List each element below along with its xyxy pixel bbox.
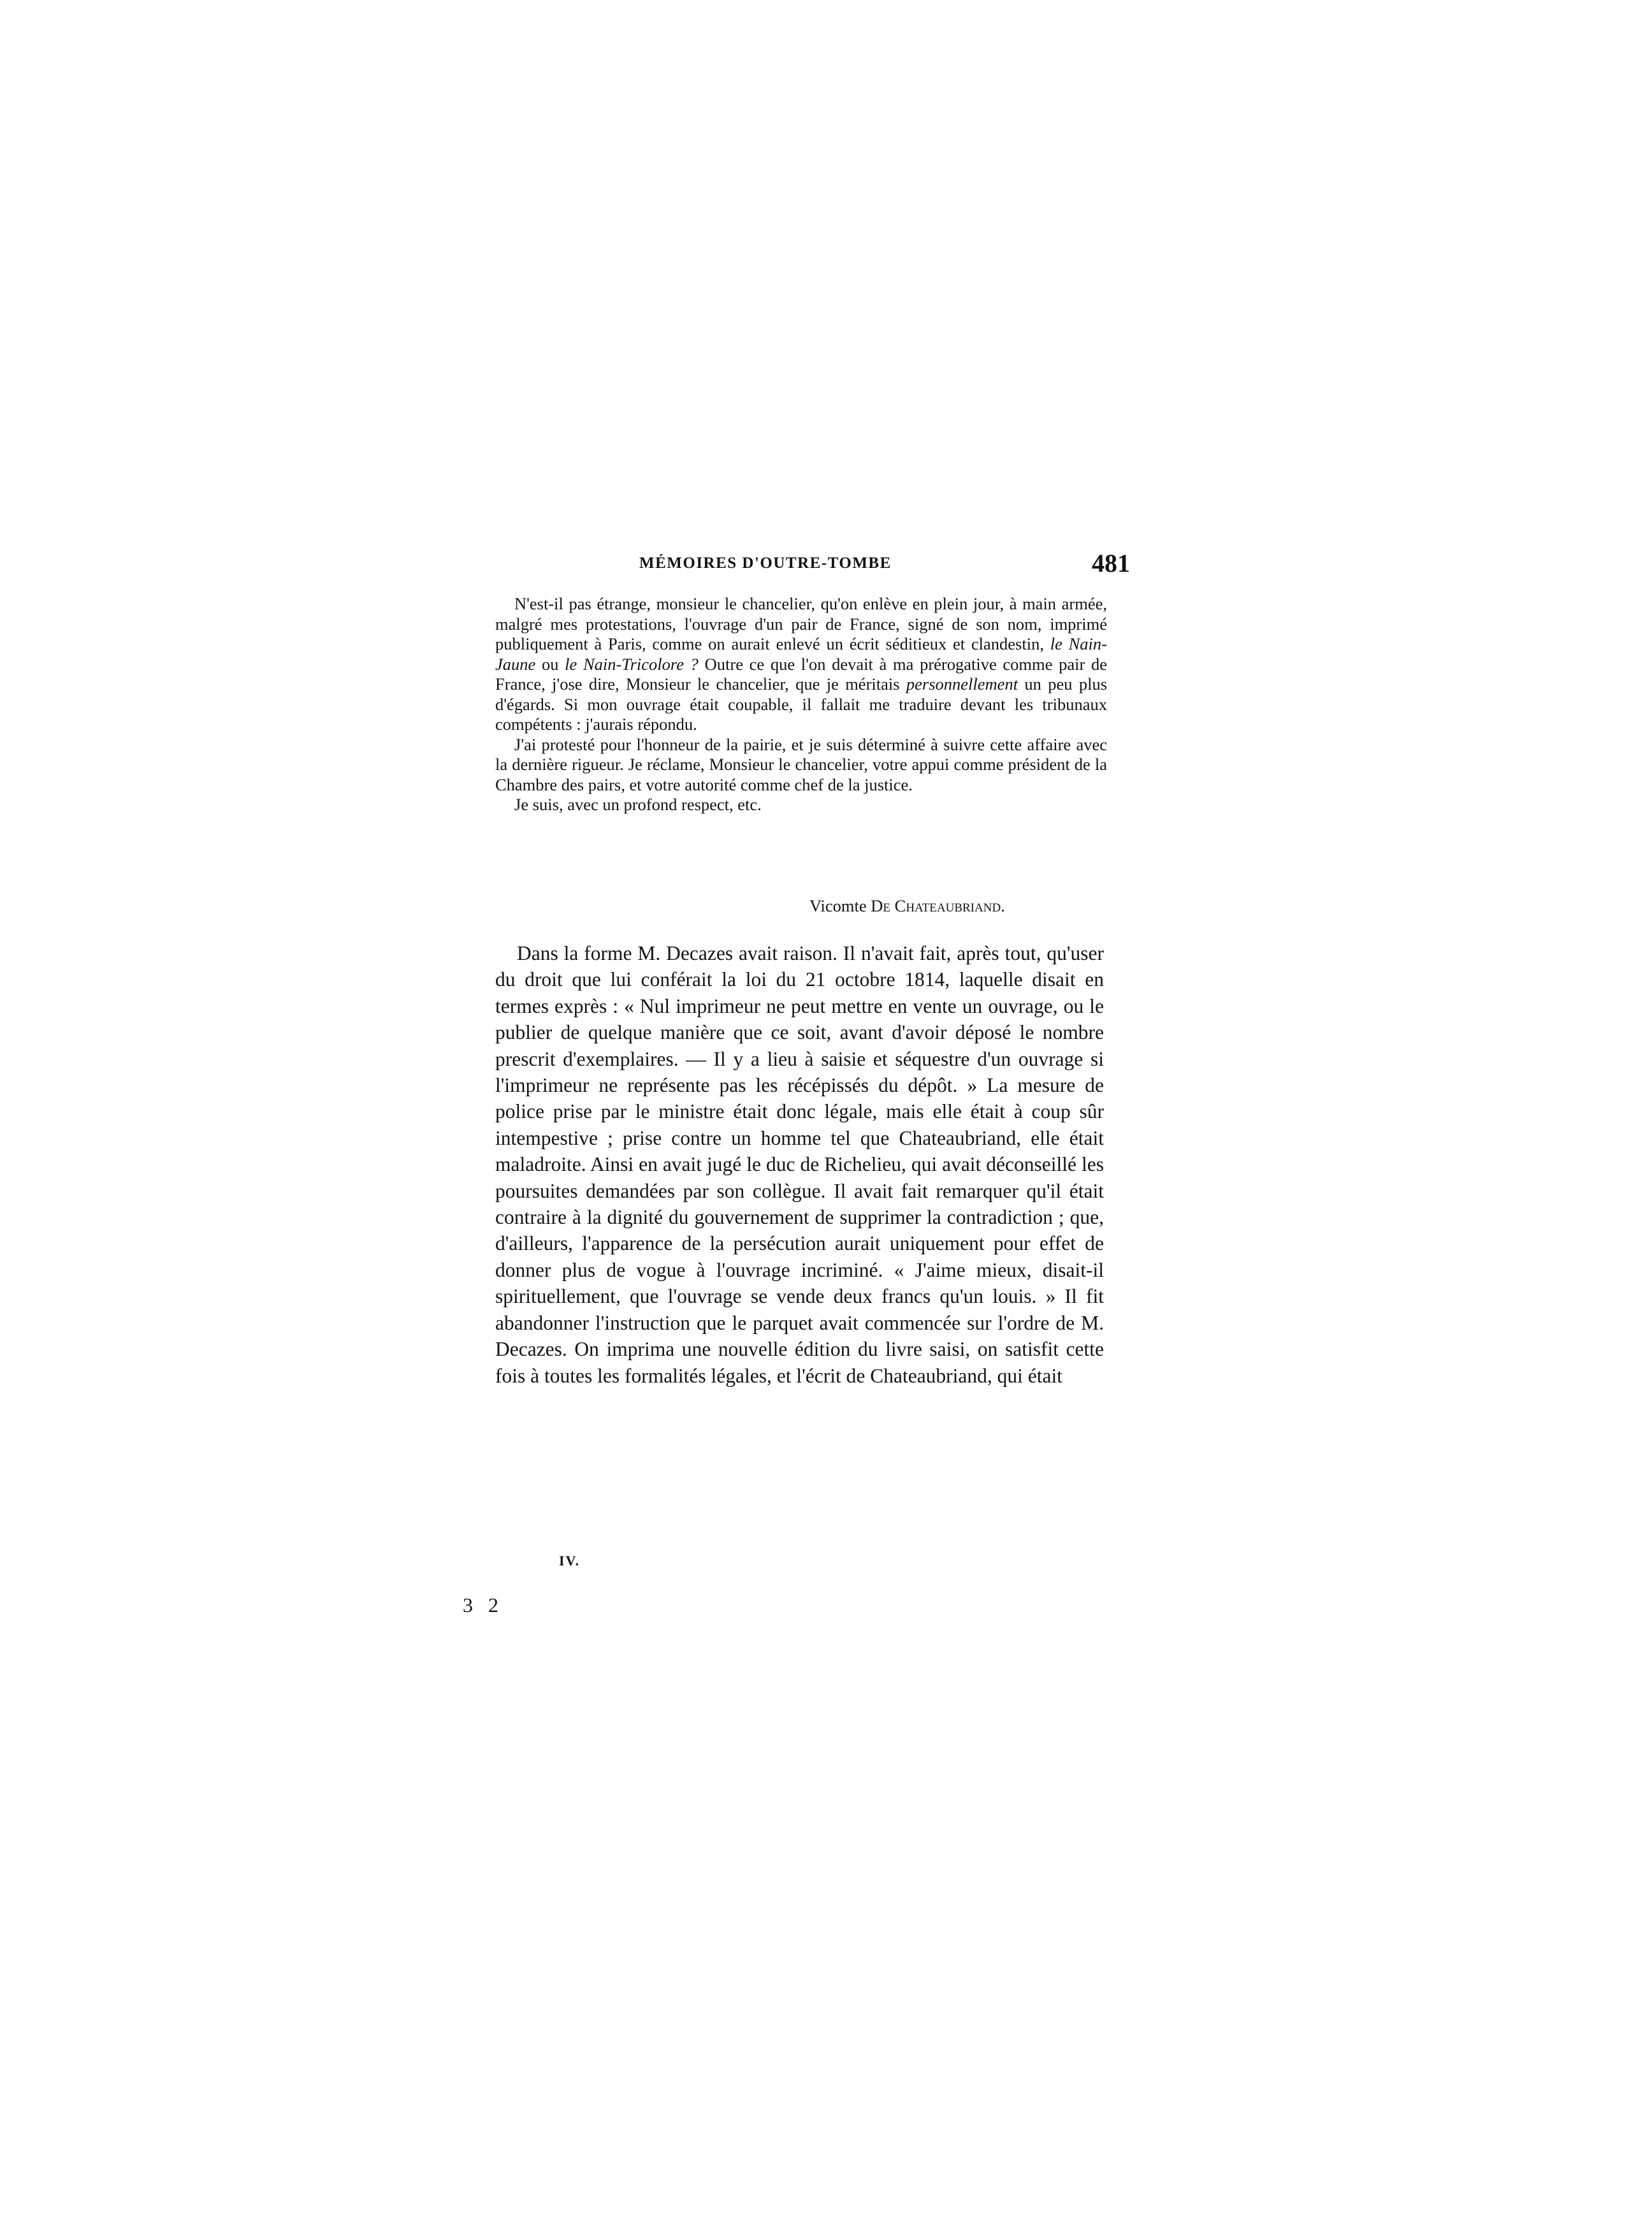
signature-prefix: Vicomte: [809, 896, 871, 915]
narrative-body: [495, 940, 1104, 1389]
newspaper-title-nain-jaune: le Nain-Jaune: [495, 634, 1107, 674]
letter-text: un peu plus d'égards. Si mon ouvrage était coupable, il fallait me traduire devant les tribunaux compétents : j'aurais répondu.: [495, 674, 1108, 734]
running-title: MÉMOIRES D'OUTRE-TOMBE: [639, 555, 892, 572]
emphasis-text: personnellement: [906, 674, 1018, 693]
letter-text: ou: [535, 654, 565, 674]
letter-text: N'est-il pas étrange, monsieur le chancelier, qu'on enlève en plein jour, à main armée, malgré mes protestations, l'ouvrage d'un pair de France, signé de son nom, imprimé publiquement à Paris, comme on aurait enlevé un écrit séditieux et clandestin,: [495, 594, 1107, 653]
letter-signature: [809, 896, 1005, 917]
letter-paragraph-1: [495, 594, 1107, 735]
page-header: [639, 549, 1130, 586]
narrative-paragraph: Dans la forme M. Decazes avait raison. Il n'avait fait, après tout, qu'user du droit que lui conférait la loi du 21 octobre 1814, laquelle disait en termes exprès : « Nul imprimeur ne peut mettre en vente un ouvrage, ou le publier de quelque manière que ce soit, avant d'avoir déposé le nombre prescrit d'exemplaires. — Il y a lieu à saisie et séquestre d'un ouvrage si l'imprimeur ne représente pas les récépissés du dépôt. » La mesure de police prise par le ministre était donc légale, mais elle était à coup sûr intempestive ; prise contre un homme tel que Chateaubriand, elle était maladroite. Ainsi en avait jugé le duc de Richelieu, qui avait déconseillé les poursuites demandées par son collègue. Il avait fait remarquer qu'il était contraire à la dignité du gouvernement de supprimer la contradiction ; que, d'ailleurs, l'apparence de la persécution aurait uniquement pour effet de donner plus de vogue à l'ouvrage incriminé. « J'aime mieux, disait-il spirituellement, que l'ouvrage se vende deux francs qu'un louis. » Il fit abandonner l'instruction que le parquet avait commencée sur l'ordre de M. Decazes. On imprima une nouvelle édition du livre saisi, on satisfit cette fois à toutes les formalités légales, et l'écrit de Chateaubriand, qui était: [495, 942, 1104, 1387]
quoted-letter: [495, 594, 1107, 815]
letter-paragraph-2: J'ai protesté pour l'honneur de la pairie, et je suis déterminé à suivre cette affaire avec la dernière rigueur. Je réclame, Monsieur le chancelier, votre appui comme président de la Chambre des pairs, et votre autorité comme chef de la justice.: [495, 734, 1107, 794]
letter-closing: Je suis, avec un profond respect, etc.: [514, 795, 762, 814]
signature-mark: IV.: [559, 1553, 581, 1569]
edge-mark: 3 2: [463, 1594, 504, 1616]
newspaper-title-nain-tricolore: le Nain-Tricolore ?: [565, 654, 699, 674]
letter-text: Outre ce que l'on devait à ma prérogative comme pair de France, j'ose dire, Monsieur le chancelier, que je méritais: [495, 654, 1107, 693]
page-number: 481: [1092, 549, 1130, 577]
signature-name: De Chateaubriand.: [871, 896, 1005, 915]
